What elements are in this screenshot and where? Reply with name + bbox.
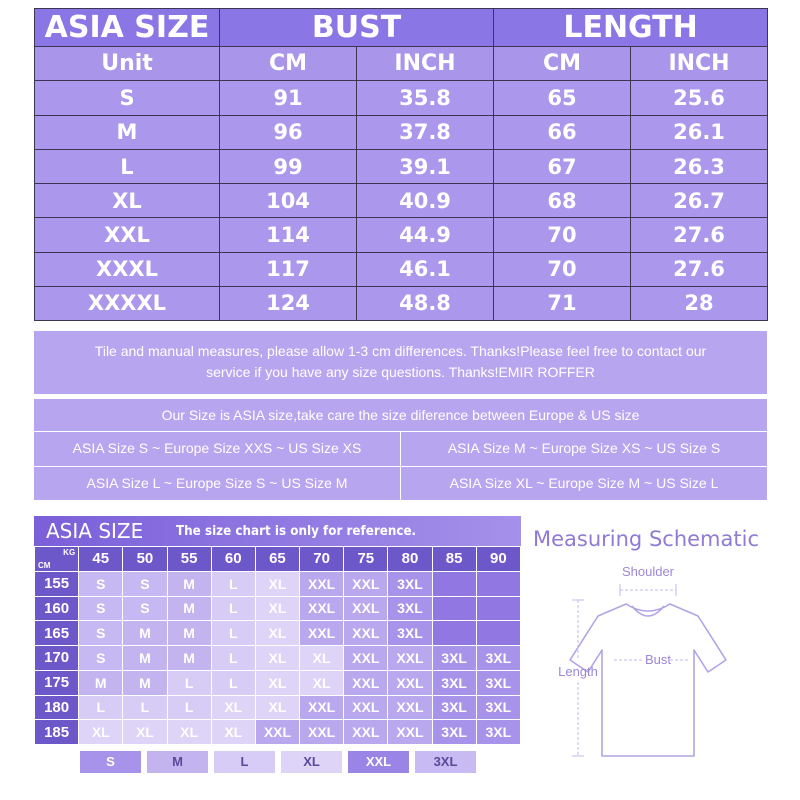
length-inch: 27.6: [631, 252, 768, 286]
hw-size-cell: XXL: [300, 621, 344, 646]
hw-size-cell: 3XL: [476, 646, 520, 671]
hw-row: [35, 720, 521, 745]
height-header: 180: [35, 695, 79, 720]
weight-header: 60: [211, 547, 255, 572]
hw-size-cell: [432, 571, 476, 596]
notice-line-1: Tile and manual measures, please allow 1-3 cm differences. Thanks!Please feel free to contact our: [94, 343, 707, 359]
hw-size-cell: 3XL: [432, 646, 476, 671]
size-table-row: [35, 115, 768, 149]
bust-inch: 48.8: [357, 286, 494, 320]
size-label: M: [35, 115, 220, 149]
size-table-row: [35, 252, 768, 286]
bust-label: Bust: [644, 652, 672, 667]
hw-size-cell: XL: [255, 621, 299, 646]
size-table-row: [35, 286, 768, 320]
conversion-row: [34, 432, 767, 466]
length-cm: 67: [494, 149, 631, 183]
hw-size-cell: M: [123, 621, 167, 646]
kg-label: KG: [63, 548, 76, 557]
conversion-row: [34, 466, 767, 500]
size-table-row: [35, 184, 768, 218]
bust-cm: 117: [220, 252, 357, 286]
hw-size-cell: 3XL: [476, 670, 520, 695]
conversion-title: Our Size is ASIA size,take care the size diference between Europe & US size: [34, 399, 767, 432]
hw-size-cell: S: [79, 646, 123, 671]
hw-size-cell: XL: [123, 720, 167, 745]
hw-size-cell: XXL: [255, 720, 299, 745]
hw-size-cell: XXL: [300, 720, 344, 745]
weight-header: 70: [300, 547, 344, 572]
tshirt-schematic: [548, 560, 748, 760]
hw-size-cell: XXL: [344, 695, 388, 720]
shoulder-label: Shoulder: [621, 564, 675, 579]
hw-size-cell: M: [167, 646, 211, 671]
hw-size-cell: XXL: [344, 596, 388, 621]
hw-row: [35, 596, 521, 621]
height-weight-table: [34, 546, 521, 745]
hw-size-cell: XXL: [344, 646, 388, 671]
hw-chart-title: ASIA SIZE: [46, 519, 144, 543]
size-label: L: [35, 149, 220, 183]
hw-size-cell: XL: [211, 720, 255, 745]
length-cm: 66: [494, 115, 631, 149]
hw-size-cell: XL: [255, 571, 299, 596]
hw-size-cell: L: [211, 646, 255, 671]
weight-header: 65: [255, 547, 299, 572]
length-cm: 71: [494, 286, 631, 320]
size-label: S: [35, 81, 220, 115]
hw-size-cell: XXL: [344, 720, 388, 745]
weight-header: 50: [123, 547, 167, 572]
length-cm: 70: [494, 252, 631, 286]
bust-inch: 35.8: [357, 81, 494, 115]
size-table-row: [35, 149, 768, 183]
length-cm: 70: [494, 218, 631, 252]
bust-inch: 37.8: [357, 115, 494, 149]
hw-size-cell: XL: [255, 646, 299, 671]
bust-cm: 91: [220, 81, 357, 115]
hw-size-cell: [476, 621, 520, 646]
hw-row: [35, 646, 521, 671]
hw-size-cell: L: [211, 621, 255, 646]
weight-header: 80: [388, 547, 432, 572]
hw-size-cell: XXL: [300, 596, 344, 621]
hw-size-cell: XXL: [388, 670, 432, 695]
size-label: XL: [35, 184, 220, 218]
bust-header: BUST: [220, 9, 494, 47]
hw-size-cell: S: [123, 596, 167, 621]
hw-size-cell: XL: [255, 596, 299, 621]
size-table-header-row: [35, 9, 768, 47]
hw-size-cell: 3XL: [388, 621, 432, 646]
hw-size-cell: M: [79, 670, 123, 695]
size-table-row: [35, 81, 768, 115]
cm-label: CM: [38, 560, 51, 570]
size-legend: [80, 751, 476, 773]
weight-header: 75: [344, 547, 388, 572]
bust-inch: 39.1: [357, 149, 494, 183]
legend-item: S: [80, 751, 141, 773]
weight-header: 45: [79, 547, 123, 572]
legend-item: M: [147, 751, 208, 773]
hw-size-cell: L: [211, 670, 255, 695]
hw-corner-cell: [35, 547, 79, 572]
hw-chart-header: [34, 516, 521, 546]
hw-size-cell: 3XL: [432, 695, 476, 720]
hw-size-cell: XL: [255, 670, 299, 695]
hw-chart-note: The size chart is only for reference.: [176, 523, 417, 539]
size-label: XXL: [35, 218, 220, 252]
weight-header: 90: [476, 547, 520, 572]
hw-row: [35, 621, 521, 646]
hw-size-cell: S: [79, 621, 123, 646]
hw-size-cell: S: [79, 571, 123, 596]
hw-size-cell: XL: [300, 646, 344, 671]
hw-size-cell: XXL: [300, 571, 344, 596]
hw-row: [35, 571, 521, 596]
conversion-cell: ASIA Size XL ~ Europe Size M ~ US Size L: [400, 467, 767, 500]
bust-cm: 124: [220, 286, 357, 320]
hw-size-cell: L: [167, 670, 211, 695]
bust-inch: 46.1: [357, 252, 494, 286]
hw-size-cell: [476, 571, 520, 596]
length-inch: 28: [631, 286, 768, 320]
hw-size-cell: XXL: [344, 621, 388, 646]
hw-size-cell: M: [167, 571, 211, 596]
height-header: 160: [35, 596, 79, 621]
measurement-notice: [34, 331, 767, 394]
length-inch-header: INCH: [631, 47, 768, 81]
hw-size-cell: XL: [167, 720, 211, 745]
legend-item: 3XL: [415, 751, 476, 773]
legend-item: L: [214, 751, 275, 773]
hw-size-cell: 3XL: [388, 571, 432, 596]
length-header: LENGTH: [494, 9, 768, 47]
hw-size-cell: XXL: [388, 646, 432, 671]
legend-item: XL: [281, 751, 342, 773]
size-table-unit-row: [35, 47, 768, 81]
length-cm: 68: [494, 184, 631, 218]
conversion-cell: ASIA Size L ~ Europe Size S ~ US Size M: [86, 475, 348, 491]
shoulder-arrow-icon: [620, 584, 676, 596]
hw-size-cell: XXL: [344, 571, 388, 596]
size-label: XXXXL: [35, 286, 220, 320]
bust-cm: 104: [220, 184, 357, 218]
height-header: 155: [35, 571, 79, 596]
weight-header: 85: [432, 547, 476, 572]
hw-size-cell: XXL: [388, 720, 432, 745]
weight-header: 55: [167, 547, 211, 572]
conversion-cell: ASIA Size S ~ Europe Size XXS ~ US Size XS: [72, 440, 362, 456]
length-inch: 27.6: [631, 218, 768, 252]
hw-size-cell: 3XL: [432, 720, 476, 745]
height-header: 170: [35, 646, 79, 671]
hw-size-cell: XL: [255, 695, 299, 720]
hw-row: [35, 670, 521, 695]
hw-size-cell: S: [79, 596, 123, 621]
bust-cm: 114: [220, 218, 357, 252]
length-inch: 26.7: [631, 184, 768, 218]
length-cm-header: CM: [494, 47, 631, 81]
asia-size-header: ASIA SIZE: [35, 9, 220, 47]
length-inch: 26.1: [631, 115, 768, 149]
hw-size-cell: M: [123, 646, 167, 671]
hw-size-cell: 3XL: [388, 596, 432, 621]
hw-size-cell: L: [211, 571, 255, 596]
size-table-body: [35, 81, 768, 321]
height-header: 165: [35, 621, 79, 646]
bust-inch: 40.9: [357, 184, 494, 218]
bust-cm: 99: [220, 149, 357, 183]
size-table: [34, 8, 768, 321]
hw-table-body: [35, 547, 521, 745]
size-table-row: [35, 218, 768, 252]
hw-size-cell: M: [167, 596, 211, 621]
hw-size-cell: S: [123, 571, 167, 596]
hw-size-cell: XXL: [344, 670, 388, 695]
size-label: XXXL: [35, 252, 220, 286]
hw-size-cell: L: [167, 695, 211, 720]
length-cm: 65: [494, 81, 631, 115]
unit-header: Unit: [35, 47, 220, 81]
hw-size-cell: 3XL: [432, 670, 476, 695]
tshirt-outline-icon: [570, 604, 726, 756]
hw-size-cell: 3XL: [476, 695, 520, 720]
bust-cm-header: CM: [220, 47, 357, 81]
hw-weight-row: [35, 547, 521, 572]
hw-size-cell: XL: [79, 720, 123, 745]
hw-size-cell: XXL: [388, 695, 432, 720]
bust-cm: 96: [220, 115, 357, 149]
length-label: Length: [558, 664, 598, 679]
hw-size-cell: XL: [211, 695, 255, 720]
hw-size-cell: XXL: [300, 695, 344, 720]
hw-size-cell: M: [123, 670, 167, 695]
conversion-cell: ASIA Size M ~ Europe Size XS ~ US Size S: [400, 432, 767, 466]
notice-line-2: service if you have any size questions. Thanks!EMIR ROFFER: [206, 364, 595, 380]
height-header: 185: [35, 720, 79, 745]
hw-size-cell: [432, 621, 476, 646]
hw-size-cell: L: [211, 596, 255, 621]
schematic-title: Measuring Schematic: [533, 527, 759, 551]
hw-row: [35, 695, 521, 720]
hw-size-cell: [432, 596, 476, 621]
hw-size-cell: L: [79, 695, 123, 720]
hw-size-cell: [476, 596, 520, 621]
hw-size-cell: L: [123, 695, 167, 720]
bust-inch-header: INCH: [357, 47, 494, 81]
length-inch: 25.6: [631, 81, 768, 115]
size-conversion-panel: [34, 399, 767, 500]
hw-size-cell: 3XL: [476, 720, 520, 745]
height-header: 175: [35, 670, 79, 695]
hw-size-cell: M: [167, 621, 211, 646]
bust-inch: 44.9: [357, 218, 494, 252]
length-inch: 26.3: [631, 149, 768, 183]
legend-item: XXL: [348, 751, 409, 773]
hw-size-cell: XL: [300, 670, 344, 695]
